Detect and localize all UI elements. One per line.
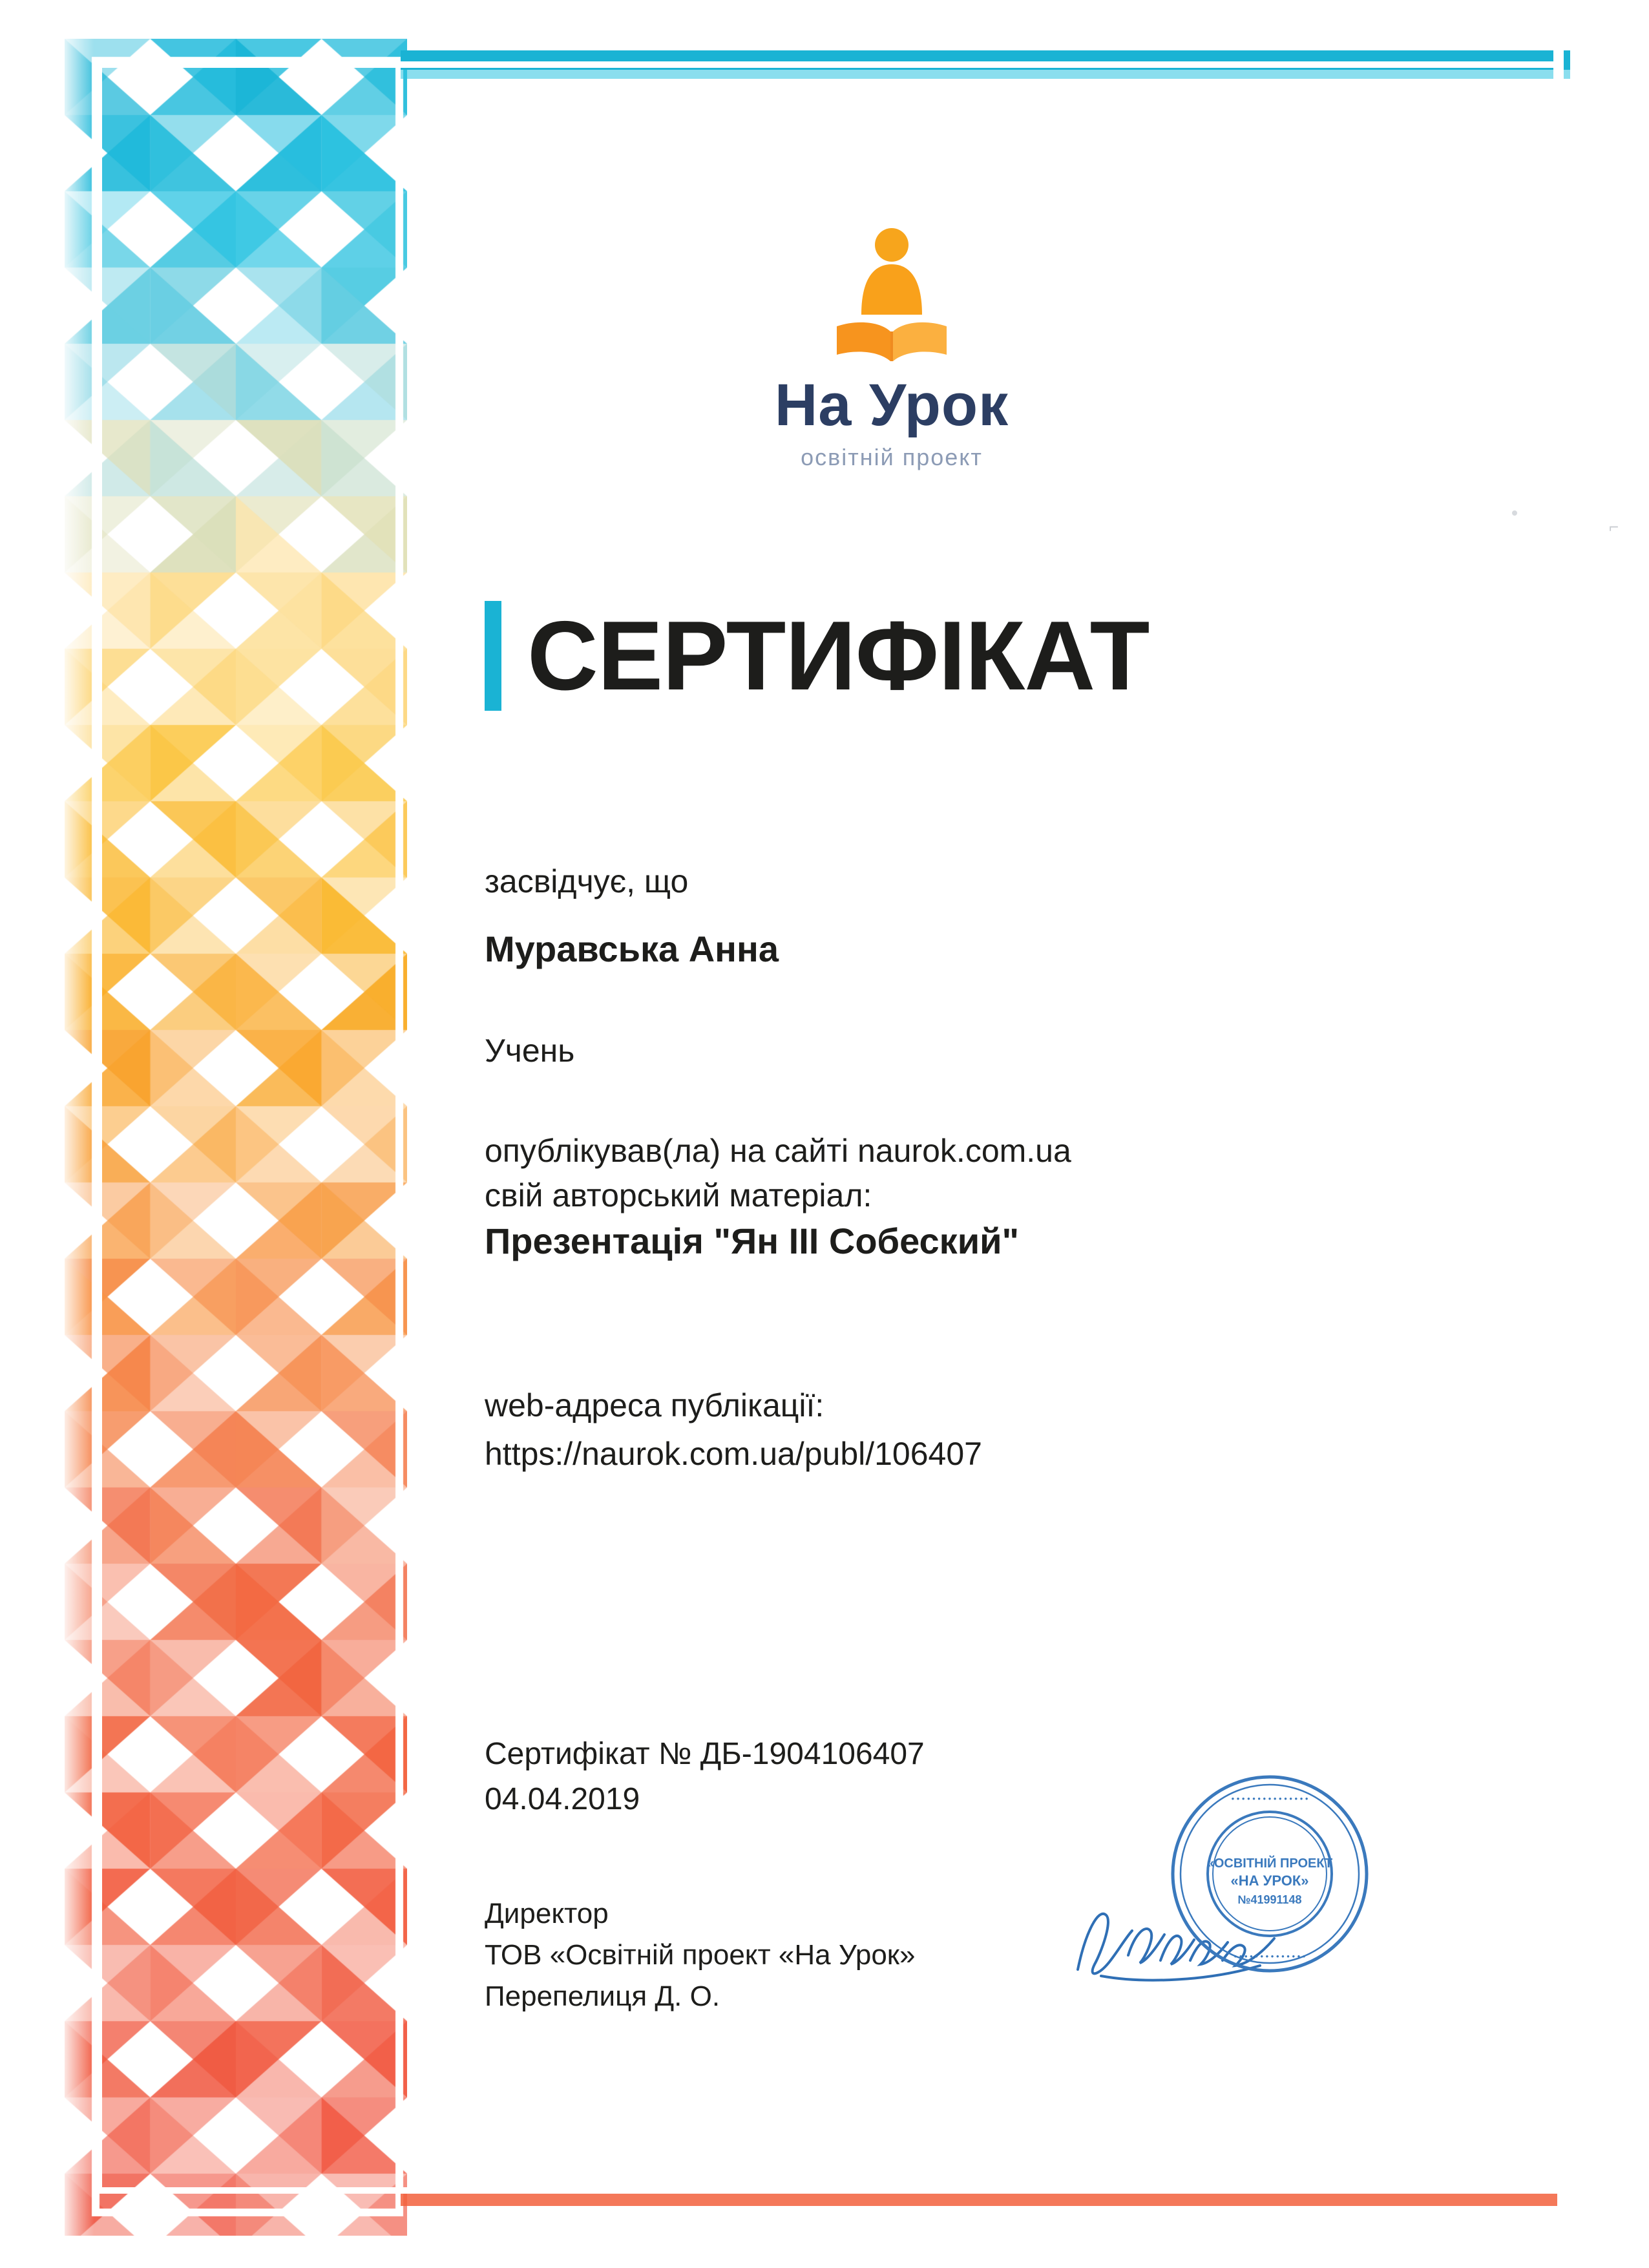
recipient-name: Муравська Анна	[485, 929, 779, 969]
title-row	[414, 601, 1551, 711]
brand-name: На Урок	[774, 372, 1009, 438]
certifies-label: засвідчує, що	[485, 863, 689, 899]
certificate-number: Сертифікат № ДБ-1904106407	[485, 1737, 925, 1771]
scan-speck	[1512, 510, 1517, 516]
page-title: СЕРТИФІКАТ	[527, 601, 1150, 711]
triangle-mosaic-border	[65, 39, 407, 2236]
book-with-person-icon	[830, 223, 953, 372]
signatory-person: Перепелиця Д. О.	[485, 1980, 720, 2012]
certificate-date: 04.04.2019	[485, 1781, 640, 1816]
signatory-organization: ТОВ «Освітній проект «На Урок»	[485, 1938, 916, 1971]
right-margin-rule	[1553, 50, 1564, 2196]
svg-text:№41991148: №41991148	[1237, 1893, 1302, 1906]
web-address-label: web-адреса публікації:	[485, 1387, 824, 1423]
material-title: Презентація "Ян III Собеский"	[485, 1220, 1020, 1261]
svg-text:«ОСВІТНІЙ ПРОЕКТ: «ОСВІТНІЙ ПРОЕКТ	[1206, 1856, 1333, 1871]
signatory-position: Директор	[485, 1898, 609, 1929]
scan-artifact: ⌐	[1609, 517, 1619, 536]
published-line-2: свій авторський матеріал:	[485, 1177, 872, 1213]
recipient-role: Учень	[485, 1032, 575, 1069]
body-block	[485, 859, 1493, 1478]
brand-logo	[711, 223, 1073, 471]
publication-url[interactable]: https://naurok.com.ua/publ/106407	[485, 1435, 982, 1472]
svg-text:• • • • • • • • • • • • • •: • • • • • • • • • • • • • •	[1234, 1951, 1306, 1961]
round-stamp-icon	[1166, 1770, 1373, 1977]
svg-text:«НА УРОК»: «НА УРОК»	[1230, 1873, 1309, 1889]
svg-text:• • • • • • • • • • • • • • •: • • • • • • • • • • • • • • •	[1231, 1794, 1308, 1803]
published-line-1: опублікував(ла) на сайті naurok.com.ua	[485, 1132, 1071, 1169]
brand-tagline: освітній проект	[801, 444, 983, 470]
title-accent-bar	[485, 601, 501, 711]
certificate-content	[414, 0, 1619, 2268]
